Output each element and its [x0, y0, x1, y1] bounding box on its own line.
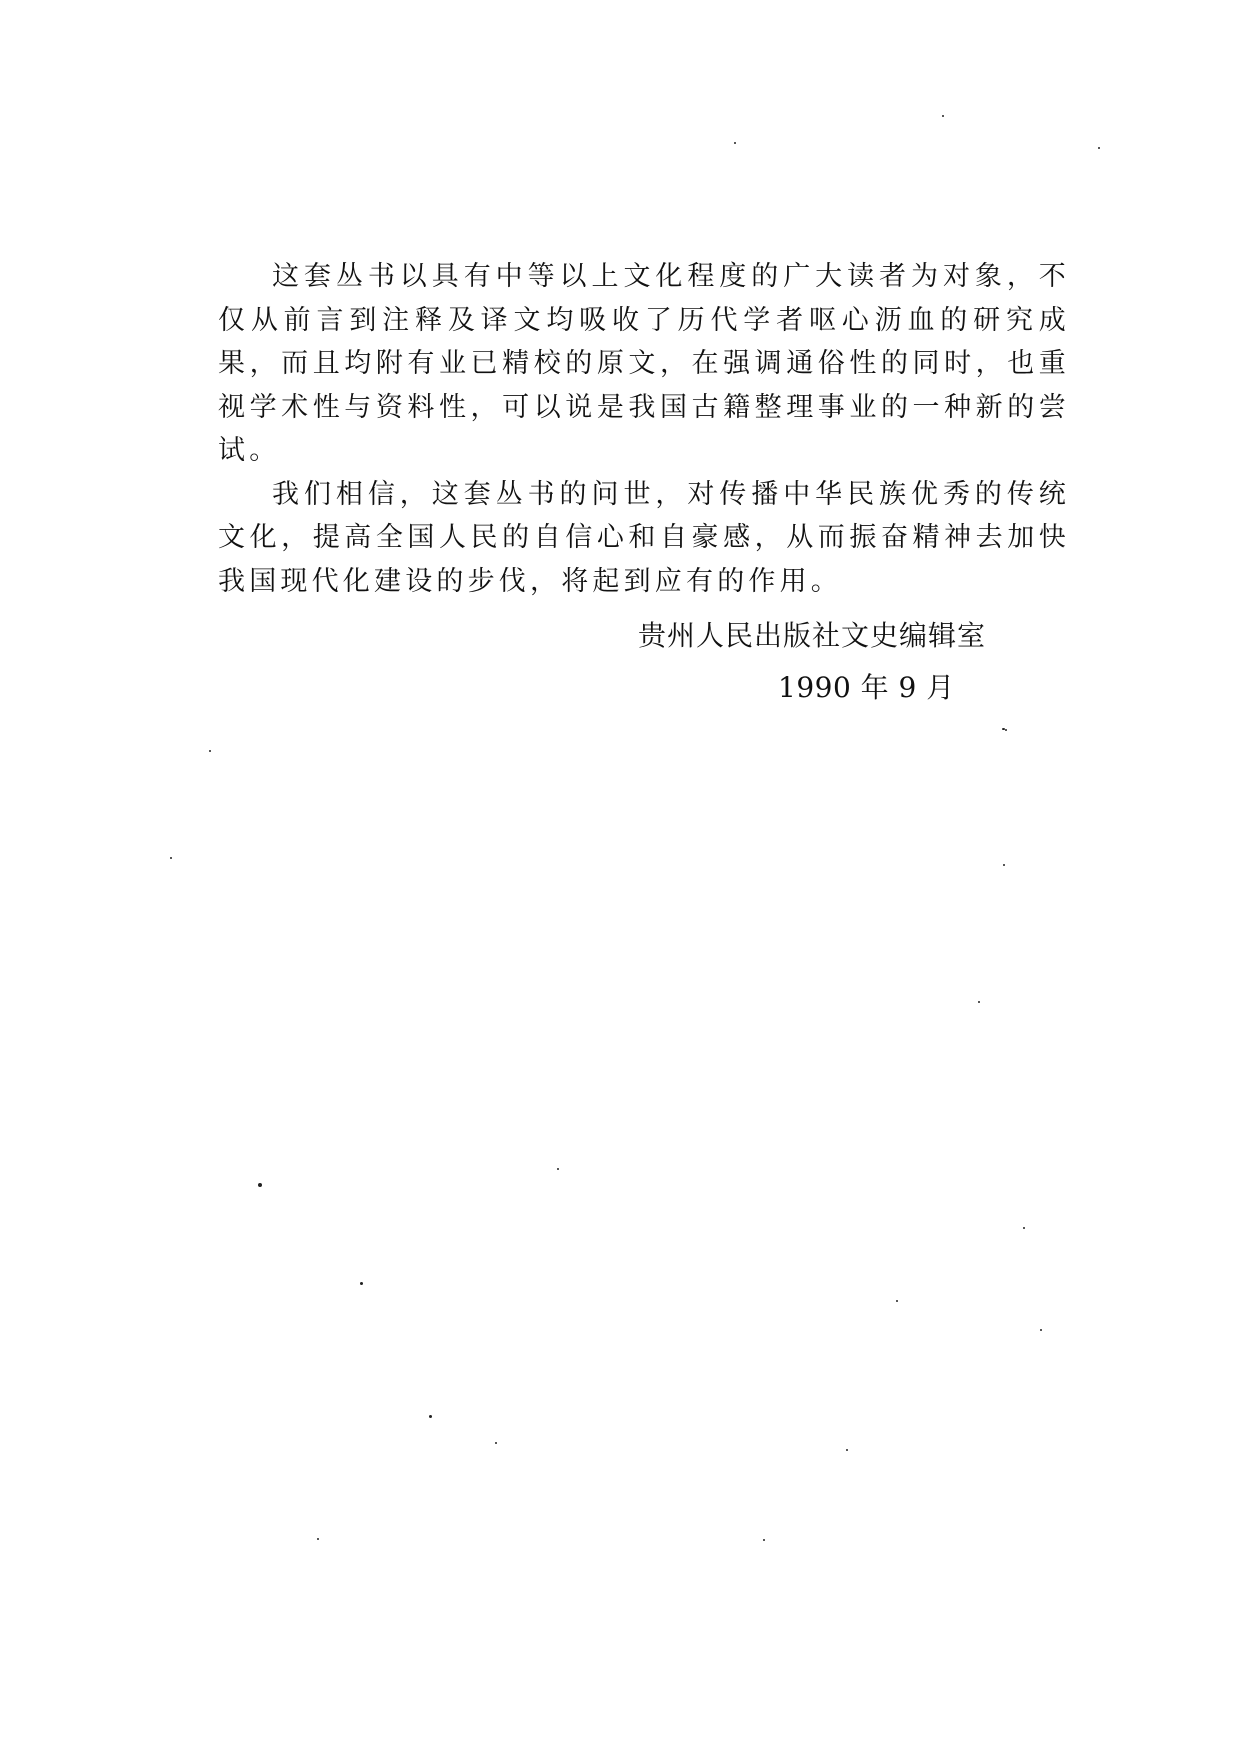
- scan-speck: [495, 1442, 497, 1444]
- scan-speck: [170, 857, 172, 859]
- scan-speck: [1098, 147, 1100, 149]
- scan-speck: [258, 1183, 262, 1187]
- scan-speck: [1023, 1227, 1025, 1229]
- scan-speck: [360, 1282, 363, 1285]
- scan-speck: [846, 1449, 848, 1451]
- scan-speck: [942, 115, 944, 117]
- paragraph-2: 我们相信，这套丛书的问世，对传播中华民族优秀的传统文化，提高全国人民的自信心和自豪感，从而振奋精神去加快我国现代化建设的步伐，将起到应有的作用。: [218, 478, 1070, 597]
- scan-speck: [896, 1300, 898, 1302]
- signature-block: [600, 610, 1070, 714]
- scan-speck: [978, 1001, 980, 1003]
- scan-speck: [1005, 729, 1007, 731]
- publication-date: 1990 年 9 月: [778, 671, 955, 704]
- preface-body: [218, 255, 1070, 603]
- scan-speck: [734, 142, 736, 144]
- scan-speck: [557, 1168, 559, 1170]
- scan-speck: [1040, 1329, 1042, 1331]
- publisher-name: 贵州人民出版社文史编辑室: [638, 619, 987, 652]
- scan-speck: [209, 750, 211, 752]
- scan-speck: [763, 1539, 765, 1541]
- paragraph-1: 这套丛书以具有中等以上文化程度的广大读者为对象，不仅从前言到注释及译文均吸收了历代学者呕心沥血的研究成果，而且均附有业已精校的原文，在强调通俗性的同时，也重视学术性与资料性，可以说是我国古籍整理事业的一种新的尝试。: [218, 261, 1070, 466]
- scan-speck: [429, 1415, 432, 1418]
- scan-speck: [1003, 864, 1005, 866]
- scan-speck: [317, 1538, 319, 1540]
